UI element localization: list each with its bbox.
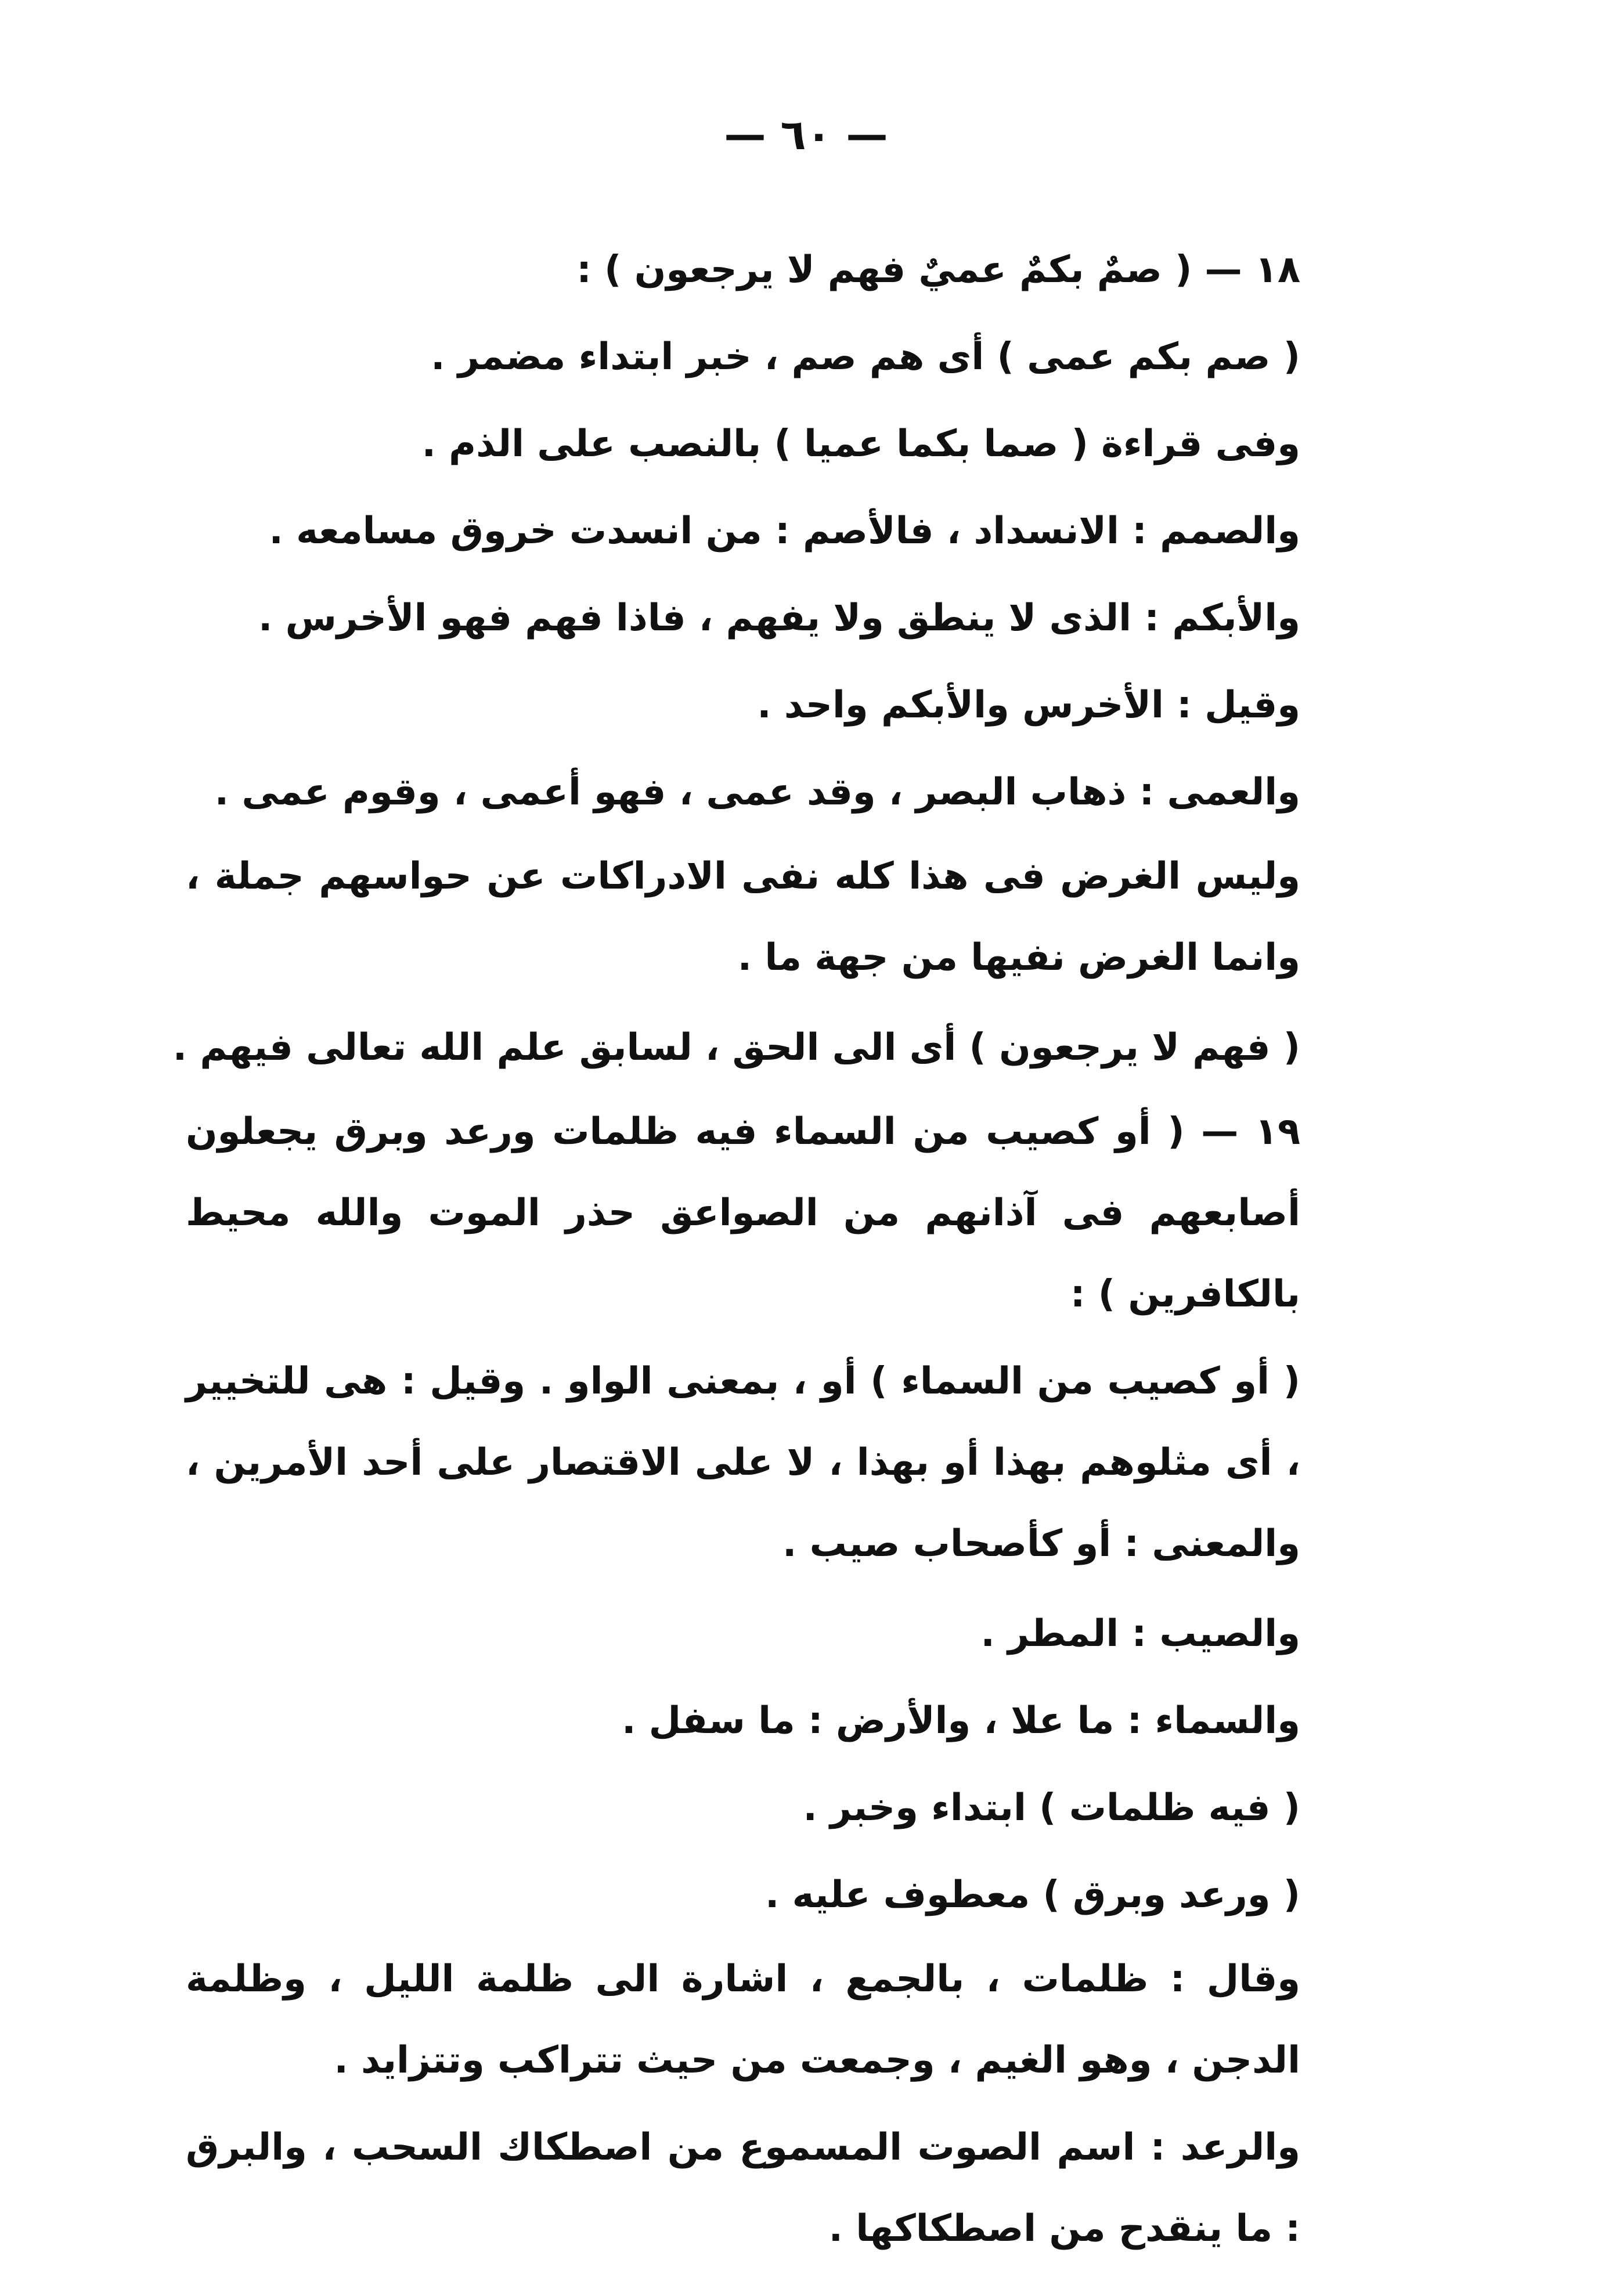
text-line: وفى قراءة ( صما بكما عميا ) بالنصب على الذم .: [421, 423, 1300, 465]
text-line: والصمم : الانسداد ، فالأصم : من انسدت خروق مسامعه .: [269, 510, 1300, 553]
text-line: والأبكم : الذى لا ينطق ولا يفهم ، فاذا فهم فهو الأخرس .: [258, 597, 1300, 640]
text-paragraph: وقال : ظلمات ، بالجمع ، اشارة الى ظلمة الليل ، وظلمة الدجن ، وهو الغيم ، وجمعت من حيث تتراكب وتتزايد .: [186, 1958, 1300, 2082]
text-line: ( فيه ظلمات ) ابتداء وخبر .: [803, 1786, 1300, 1829]
text-line: والعمى : ذهاب البصر ، وقد عمى ، فهو أعمى ، وقوم عمى .: [214, 771, 1300, 814]
text-line: وقيل : الأخرس والأبكم واحد .: [757, 684, 1300, 727]
text-line: ( ورعد وبرق ) معطوف عليه .: [765, 1873, 1300, 1916]
text-line: والسماء : ما علا ، والأرض : ما سفل .: [622, 1699, 1300, 1742]
text-line: والصيب : المطر .: [980, 1612, 1300, 1655]
verse-19-heading: ١٩ — ( أو كصيب من السماء فيه ظلمات ورعد وبرق يجعلون أصابعهم فى آذانهم من الصواعق حذر الموت والله محيط بالكافرين ) :: [186, 1110, 1300, 1316]
text-line: ( فهم لا يرجعون ) أى الى الحق ، لسابق علم الله تعالى فيهم .: [172, 1026, 1300, 1069]
page-body: [172, 226, 1300, 2275]
text-paragraph: ( أو كصيب من السماء ) أو ، بمعنى الواو . وقيل : هى للتخيير ، أى مثلوهم بهذا أو بهذا ، لا على الاقتصار على أحد الأمرين ، والمعنى : أو كأصحاب صيب .: [186, 1360, 1300, 1565]
text-paragraph: وليس الغرض فى هذا كله نفى الادراكات عن حواسهم جملة ، وانما الغرض نفيها من جهة ما .: [186, 855, 1300, 979]
text-line: ( صم بكم عمى ) أى هم صم ، خبر ابتداء مضمر .: [431, 335, 1300, 378]
verse-18-heading: ١٨ — ( صمٌ بكمٌ عميٌ فهم لا يرجعون ) :: [576, 248, 1300, 291]
text-paragraph: والرعد : اسم الصوت المسموع من اصطكاك السحب ، والبرق : ما ينقدح من اصطكاكها .: [186, 2126, 1300, 2250]
page-number: — ٦٠ —: [724, 110, 888, 159]
